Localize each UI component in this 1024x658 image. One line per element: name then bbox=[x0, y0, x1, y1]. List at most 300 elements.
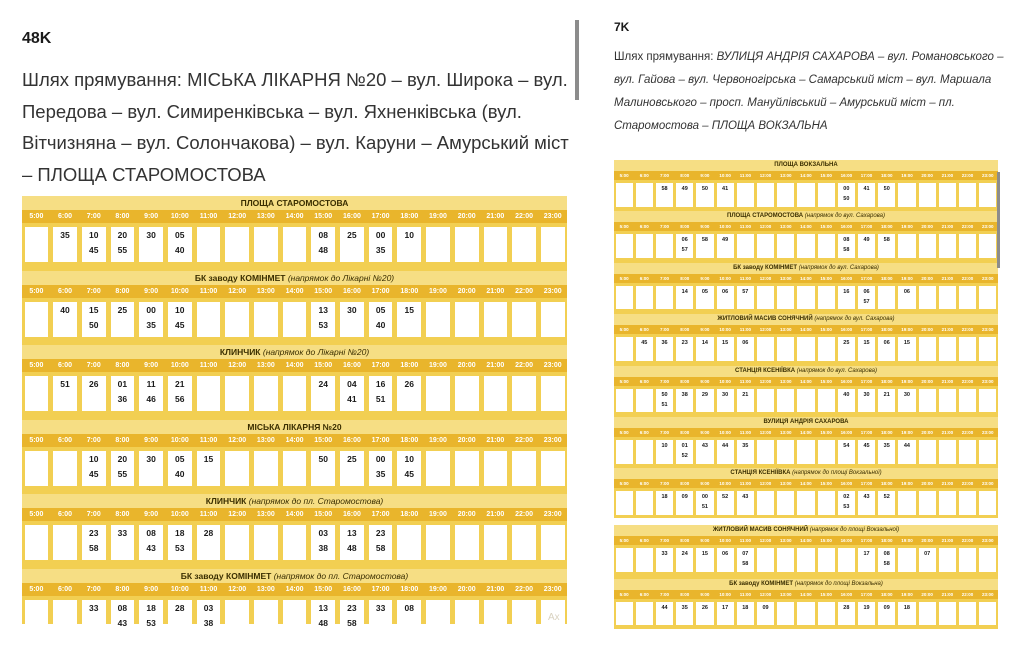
cell-background bbox=[636, 389, 653, 413]
departure-minute: 33 bbox=[117, 528, 128, 538]
cell-background bbox=[818, 389, 835, 413]
hour-label: 20:00 bbox=[457, 511, 476, 518]
hour-label: 9:00 bbox=[700, 430, 710, 435]
departure-minute: 15 bbox=[404, 304, 415, 315]
minute-cell bbox=[856, 599, 876, 629]
cell-background bbox=[757, 286, 774, 310]
departure-minute: 01 bbox=[681, 443, 688, 449]
hour-label: 15:00 bbox=[314, 436, 333, 444]
minute-cell bbox=[194, 447, 223, 490]
cell-background bbox=[541, 525, 565, 560]
minute-cell bbox=[424, 447, 453, 490]
minute-cell bbox=[695, 180, 715, 210]
stop-header bbox=[614, 468, 998, 479]
cell-background bbox=[959, 440, 976, 464]
stop-block bbox=[614, 468, 998, 518]
minute-cell bbox=[223, 223, 252, 266]
cell-background bbox=[919, 286, 936, 310]
cell-background bbox=[959, 286, 976, 310]
minute-cell bbox=[634, 599, 654, 629]
departure-minute: 20 bbox=[117, 453, 128, 464]
hour-label: 12:00 bbox=[759, 538, 772, 543]
hour-label: 17:00 bbox=[860, 173, 873, 178]
departure-minute: 56 bbox=[175, 394, 185, 404]
hour-label: 20:00 bbox=[921, 275, 933, 281]
hour-label: 21:00 bbox=[486, 511, 505, 518]
cell-background bbox=[636, 440, 653, 464]
minute-cell bbox=[695, 231, 715, 261]
cell-background bbox=[656, 234, 673, 258]
minute-cell bbox=[897, 599, 917, 629]
departure-minute: 30 bbox=[903, 391, 910, 398]
cell-background bbox=[959, 602, 976, 626]
minute-cell bbox=[79, 223, 108, 266]
stop-direction-note: (напрямок до площі Вокзальна) bbox=[793, 580, 883, 587]
hour-label: 15:00 bbox=[314, 362, 333, 369]
departure-minute: 53 bbox=[318, 319, 328, 330]
hour-label: 16:00 bbox=[840, 173, 853, 178]
hour-label: 18:00 bbox=[880, 538, 893, 543]
cell-background bbox=[455, 525, 479, 560]
minute-cell bbox=[366, 521, 395, 564]
stop-direction-note: (напрямок до площі Вокзальної) bbox=[808, 527, 900, 533]
hour-label: 18:00 bbox=[880, 275, 893, 281]
route-7-path: ВУЛИЦЯ АНДРІЯ САХАРОВА – вул. Романовського – вул. Гайова – вул. Червоногірська – Самарський міст – вул. Маршала Малиновського – просп. Мануйлівський – Амурський міст – пл. Старомостова – ПЛОЩА ВОКЗАЛЬНА bbox=[614, 51, 1004, 132]
minute-cell bbox=[194, 298, 223, 341]
departure-minute: 40 bbox=[375, 319, 386, 330]
departure-minute: 53 bbox=[175, 543, 185, 553]
minute-cell bbox=[108, 223, 137, 266]
departure-minute: 58 bbox=[661, 186, 668, 192]
cell-background bbox=[777, 440, 794, 464]
hour-label: 23:00 bbox=[543, 287, 562, 295]
departure-minute: 35 bbox=[60, 230, 70, 240]
departure-minute: 28 bbox=[843, 604, 850, 611]
cell-background bbox=[541, 376, 565, 411]
minute-cell bbox=[675, 180, 695, 210]
hour-label: 10:00 bbox=[719, 378, 731, 384]
minutes-row bbox=[614, 545, 998, 575]
departure-minute: 25 bbox=[117, 304, 128, 315]
minute-cell bbox=[755, 334, 775, 364]
cell-background bbox=[53, 525, 77, 560]
minute-cell bbox=[796, 488, 816, 518]
hour-label: 15:00 bbox=[314, 585, 333, 593]
hour-label: 18:00 bbox=[880, 173, 893, 178]
stop-name: ВУЛИЦЯ АНДРІЯ САХАРОВА bbox=[763, 419, 849, 425]
hour-label: 23:00 bbox=[982, 378, 994, 384]
hour-label: 13:00 bbox=[256, 436, 275, 444]
minute-cell bbox=[836, 231, 856, 261]
hour-label: 18:00 bbox=[400, 213, 419, 220]
hour-label: 23:00 bbox=[982, 481, 994, 487]
departure-minute: 51 bbox=[661, 401, 668, 408]
stop-header bbox=[614, 417, 998, 428]
minute-cell bbox=[755, 283, 775, 313]
minute-cell bbox=[223, 298, 252, 341]
minute-cell bbox=[695, 488, 715, 518]
minute-cell bbox=[776, 488, 796, 518]
cell-background bbox=[898, 548, 915, 572]
minute-cell bbox=[452, 372, 481, 415]
stop-block bbox=[614, 160, 998, 210]
departure-minute: 43 bbox=[742, 494, 749, 501]
hour-label: 23:00 bbox=[543, 436, 562, 444]
cell-background bbox=[541, 302, 565, 337]
cell-background bbox=[484, 451, 508, 486]
hour-label: 21:00 bbox=[941, 327, 954, 333]
hour-label: 15:00 bbox=[820, 173, 832, 178]
cell-background bbox=[25, 525, 49, 560]
departure-minute: 25 bbox=[347, 453, 357, 464]
hour-label: 19:00 bbox=[901, 430, 913, 435]
scrollbar-thumb[interactable] bbox=[997, 172, 1000, 268]
cell-background bbox=[919, 602, 936, 626]
cell-background bbox=[898, 183, 915, 207]
hour-label: 5:00 bbox=[619, 481, 629, 487]
departure-minute: 26 bbox=[701, 604, 708, 611]
departure-minute: 45 bbox=[175, 319, 185, 330]
hour-label: 8:00 bbox=[680, 430, 690, 435]
minute-cell bbox=[634, 545, 654, 575]
departure-minute: 06 bbox=[863, 288, 870, 295]
hour-label: 19:00 bbox=[901, 591, 913, 597]
hour-label: 17:00 bbox=[371, 213, 390, 220]
minute-cell bbox=[452, 223, 481, 266]
departure-minute: 10 bbox=[404, 230, 415, 240]
hour-label: 20:00 bbox=[457, 436, 476, 444]
stop-name: ЖИТЛОВИЙ МАСИВ СОНЯЧНИЙ bbox=[717, 316, 813, 323]
departure-minute: 01 bbox=[117, 379, 128, 389]
minute-cell bbox=[755, 231, 775, 261]
departure-minute: 19 bbox=[863, 604, 870, 611]
departure-minute: 58 bbox=[347, 617, 357, 628]
cell-background bbox=[656, 286, 673, 310]
cell-background bbox=[898, 234, 915, 258]
departure-minute: 08 bbox=[843, 237, 850, 244]
minutes-row bbox=[22, 298, 567, 341]
cell-background bbox=[636, 602, 653, 626]
departure-minute: 35 bbox=[375, 468, 386, 479]
hour-label: 22:00 bbox=[961, 538, 974, 543]
departure-minute: 55 bbox=[117, 245, 128, 255]
departure-minute: 30 bbox=[146, 230, 156, 240]
hour-label: 5:00 bbox=[29, 511, 44, 518]
departure-minute: 07 bbox=[924, 551, 931, 557]
hour-label: 17:00 bbox=[860, 224, 873, 230]
minute-cell bbox=[917, 386, 937, 416]
cell-background bbox=[818, 602, 835, 626]
departure-minute: 00 bbox=[146, 304, 156, 315]
hour-label: 5:00 bbox=[29, 436, 44, 444]
stop-name: БК заводу КОМІНМЕТ bbox=[180, 570, 272, 581]
cell-background bbox=[283, 451, 307, 486]
minutes-row bbox=[614, 599, 998, 629]
hour-label: 7:00 bbox=[86, 585, 101, 593]
departure-minute: 06 bbox=[681, 237, 688, 244]
hour-label: 16:00 bbox=[342, 585, 361, 593]
hour-label: 14:00 bbox=[800, 481, 812, 487]
hour-label: 22:00 bbox=[515, 585, 533, 593]
minute-cell bbox=[776, 437, 796, 467]
minutes-row bbox=[614, 334, 998, 364]
hour-label: 17:00 bbox=[860, 430, 873, 435]
hour-label: 6:00 bbox=[639, 275, 649, 281]
hour-label: 17:00 bbox=[371, 362, 390, 369]
cell-background bbox=[225, 451, 249, 486]
minute-cell bbox=[366, 447, 395, 490]
minute-cell bbox=[836, 545, 856, 575]
minute-cell bbox=[735, 386, 755, 416]
cell-background bbox=[797, 548, 814, 572]
departure-minute: 58 bbox=[883, 237, 890, 244]
stop-header bbox=[22, 494, 567, 508]
cell-background bbox=[959, 389, 976, 413]
minute-cell bbox=[366, 223, 395, 266]
hour-label: 12:00 bbox=[228, 511, 247, 518]
hour-label: 9:00 bbox=[700, 481, 710, 487]
minute-cell bbox=[108, 298, 137, 341]
cell-background bbox=[777, 183, 794, 207]
minute-cell bbox=[22, 223, 51, 266]
cell-background bbox=[757, 234, 774, 258]
minute-cell bbox=[280, 596, 309, 639]
hour-label: 12:00 bbox=[759, 481, 772, 487]
minute-cell bbox=[137, 298, 166, 341]
minute-cell bbox=[395, 447, 424, 490]
hour-label: 22:00 bbox=[515, 511, 533, 518]
hour-label: 9:00 bbox=[700, 173, 710, 178]
stop-name: БК заводу КОМІНМЕТ bbox=[729, 580, 794, 587]
minute-cell bbox=[452, 596, 481, 639]
hour-label: 22:00 bbox=[961, 173, 974, 178]
minute-cell bbox=[108, 372, 137, 415]
route-7-timetable-part-1 bbox=[614, 160, 998, 518]
hour-label: 12:00 bbox=[228, 585, 247, 593]
hour-label: 8:00 bbox=[680, 538, 690, 543]
minute-cell bbox=[897, 545, 917, 575]
hour-label: 15:00 bbox=[820, 275, 832, 281]
cell-background bbox=[283, 302, 307, 337]
hour-label: 6:00 bbox=[639, 173, 649, 178]
minute-cell bbox=[481, 596, 510, 639]
cell-background bbox=[397, 525, 421, 560]
minute-cell bbox=[856, 231, 876, 261]
minute-cell bbox=[897, 231, 917, 261]
minute-cell bbox=[695, 386, 715, 416]
minute-cell bbox=[165, 447, 194, 490]
hour-label: 9:00 bbox=[700, 224, 710, 230]
minute-cell bbox=[715, 545, 735, 575]
departure-minute: 29 bbox=[701, 391, 708, 398]
hour-label: 19:00 bbox=[429, 362, 447, 369]
hour-label: 8:00 bbox=[115, 436, 130, 444]
hour-label: 19:00 bbox=[901, 275, 913, 281]
watermark-text: Ax bbox=[548, 612, 560, 623]
minute-cell bbox=[796, 386, 816, 416]
hour-label: 6:00 bbox=[58, 287, 73, 295]
hours-row bbox=[22, 285, 567, 298]
minute-cell bbox=[366, 372, 395, 415]
minute-cell bbox=[165, 223, 194, 266]
cell-background bbox=[484, 376, 508, 411]
cell-background bbox=[959, 491, 976, 515]
minute-cell bbox=[424, 298, 453, 341]
hour-label: 20:00 bbox=[921, 538, 933, 543]
minute-cell bbox=[79, 447, 108, 490]
cell-background bbox=[919, 183, 936, 207]
departure-minute: 46 bbox=[146, 394, 156, 404]
minute-cell bbox=[654, 334, 674, 364]
minute-cell bbox=[452, 298, 481, 341]
hour-label: 16:00 bbox=[342, 213, 361, 220]
minute-cell bbox=[917, 180, 937, 210]
cell-background bbox=[797, 602, 814, 626]
stop-name: ПЛОЩА СТАРОМОСТОВА bbox=[240, 198, 349, 208]
minute-cell bbox=[338, 521, 367, 564]
hour-label: 16:00 bbox=[840, 378, 853, 384]
cell-background bbox=[512, 525, 536, 560]
cell-background bbox=[979, 286, 996, 310]
minute-cell bbox=[816, 283, 836, 313]
hour-label: 8:00 bbox=[680, 591, 690, 597]
hour-label: 18:00 bbox=[880, 481, 893, 487]
hour-label: 7:00 bbox=[86, 436, 101, 444]
minute-cell bbox=[675, 437, 695, 467]
departure-minute: 50 bbox=[661, 391, 668, 398]
cell-background bbox=[939, 337, 956, 361]
hour-label: 14:00 bbox=[800, 275, 812, 281]
minute-cell bbox=[252, 521, 281, 564]
hour-label: 5:00 bbox=[619, 591, 629, 597]
minute-cell bbox=[165, 521, 194, 564]
minute-cell bbox=[51, 372, 80, 415]
minute-cell bbox=[816, 437, 836, 467]
cell-background bbox=[254, 376, 278, 411]
minute-cell bbox=[877, 599, 897, 629]
stop-header bbox=[22, 271, 567, 285]
hour-label: 15:00 bbox=[820, 538, 832, 543]
hour-label: 12:00 bbox=[228, 287, 247, 295]
cell-background bbox=[919, 234, 936, 258]
hour-label: 17:00 bbox=[371, 287, 390, 295]
stop-header bbox=[614, 579, 998, 590]
hour-label: 12:00 bbox=[228, 213, 247, 220]
cell-background bbox=[979, 234, 996, 258]
hour-label: 9:00 bbox=[144, 436, 159, 444]
minute-cell bbox=[897, 180, 917, 210]
minute-cell bbox=[957, 488, 977, 518]
hour-label: 17:00 bbox=[860, 591, 873, 597]
departure-minute: 15 bbox=[903, 340, 910, 347]
departure-minute: 54 bbox=[843, 443, 850, 449]
hours-row bbox=[614, 377, 998, 386]
minute-cell bbox=[634, 180, 654, 210]
minute-cell bbox=[366, 298, 395, 341]
departure-minute: 02 bbox=[843, 494, 850, 501]
hour-label: 23:00 bbox=[543, 213, 562, 220]
cell-background bbox=[616, 602, 633, 626]
stop-direction-note: (напрямок до площі Вокзальної) bbox=[790, 470, 882, 477]
cell-background bbox=[512, 451, 536, 486]
departure-minute: 08 bbox=[117, 602, 128, 613]
minute-cell bbox=[917, 334, 937, 364]
stop-block bbox=[614, 314, 998, 364]
cell-background bbox=[757, 548, 774, 572]
departure-minute: 33 bbox=[661, 551, 668, 557]
hour-label: 23:00 bbox=[543, 511, 562, 518]
minute-cell bbox=[165, 596, 194, 639]
minute-cell bbox=[51, 521, 80, 564]
hour-label: 12:00 bbox=[228, 362, 247, 369]
minute-cell bbox=[634, 488, 654, 518]
stop-block bbox=[614, 263, 998, 313]
hour-label: 22:00 bbox=[515, 213, 533, 220]
hour-label: 6:00 bbox=[639, 430, 649, 435]
hour-label: 11:00 bbox=[739, 430, 751, 435]
departure-minute: 52 bbox=[681, 453, 688, 459]
cell-background bbox=[455, 227, 479, 262]
minute-cell bbox=[79, 298, 108, 341]
minute-cell bbox=[776, 599, 796, 629]
hour-label: 10:00 bbox=[170, 287, 189, 295]
hour-label: 14:00 bbox=[800, 378, 812, 384]
minute-cell bbox=[877, 545, 897, 575]
cell-background bbox=[797, 234, 814, 258]
hour-label: 19:00 bbox=[429, 287, 447, 295]
stop-block bbox=[22, 196, 567, 266]
minute-cell bbox=[614, 488, 634, 518]
stop-block bbox=[614, 366, 998, 416]
departure-minute: 03 bbox=[318, 528, 328, 538]
hour-label: 7:00 bbox=[86, 362, 101, 369]
departure-minute: 08 bbox=[318, 230, 328, 240]
hour-label: 10:00 bbox=[170, 585, 189, 593]
minute-cell bbox=[280, 298, 309, 341]
departure-minute: 18 bbox=[903, 604, 910, 611]
minute-cell bbox=[338, 596, 367, 639]
hour-label: 10:00 bbox=[719, 224, 731, 230]
stop-header bbox=[614, 525, 998, 536]
hour-label: 7:00 bbox=[660, 275, 670, 281]
minute-cell bbox=[424, 521, 453, 564]
departure-minute: 00 bbox=[701, 494, 708, 501]
hour-label: 6:00 bbox=[58, 511, 73, 518]
stop-name: ПЛОЩА СТАРОМОСТОВА bbox=[727, 213, 804, 220]
hour-label: 21:00 bbox=[941, 173, 954, 178]
departure-minute: 05 bbox=[175, 453, 185, 464]
departure-minute: 58 bbox=[701, 237, 708, 244]
hour-label: 7:00 bbox=[660, 430, 670, 435]
departure-minute: 49 bbox=[681, 186, 688, 192]
minute-cell bbox=[695, 283, 715, 313]
minute-cell bbox=[695, 545, 715, 575]
hour-label: 10:00 bbox=[719, 538, 731, 543]
minute-cell bbox=[877, 437, 897, 467]
hour-label: 12:00 bbox=[759, 430, 772, 435]
departure-minute: 15 bbox=[722, 340, 729, 347]
cell-background bbox=[426, 227, 450, 262]
departure-minute: 49 bbox=[863, 237, 870, 244]
cell-background bbox=[777, 602, 794, 626]
cell-background bbox=[512, 227, 536, 262]
minute-cell bbox=[252, 596, 281, 639]
minute-cell bbox=[836, 386, 856, 416]
minute-cell bbox=[223, 596, 252, 639]
departure-minute: 58 bbox=[742, 561, 749, 567]
minute-cell bbox=[654, 231, 674, 261]
minute-cell bbox=[614, 599, 634, 629]
